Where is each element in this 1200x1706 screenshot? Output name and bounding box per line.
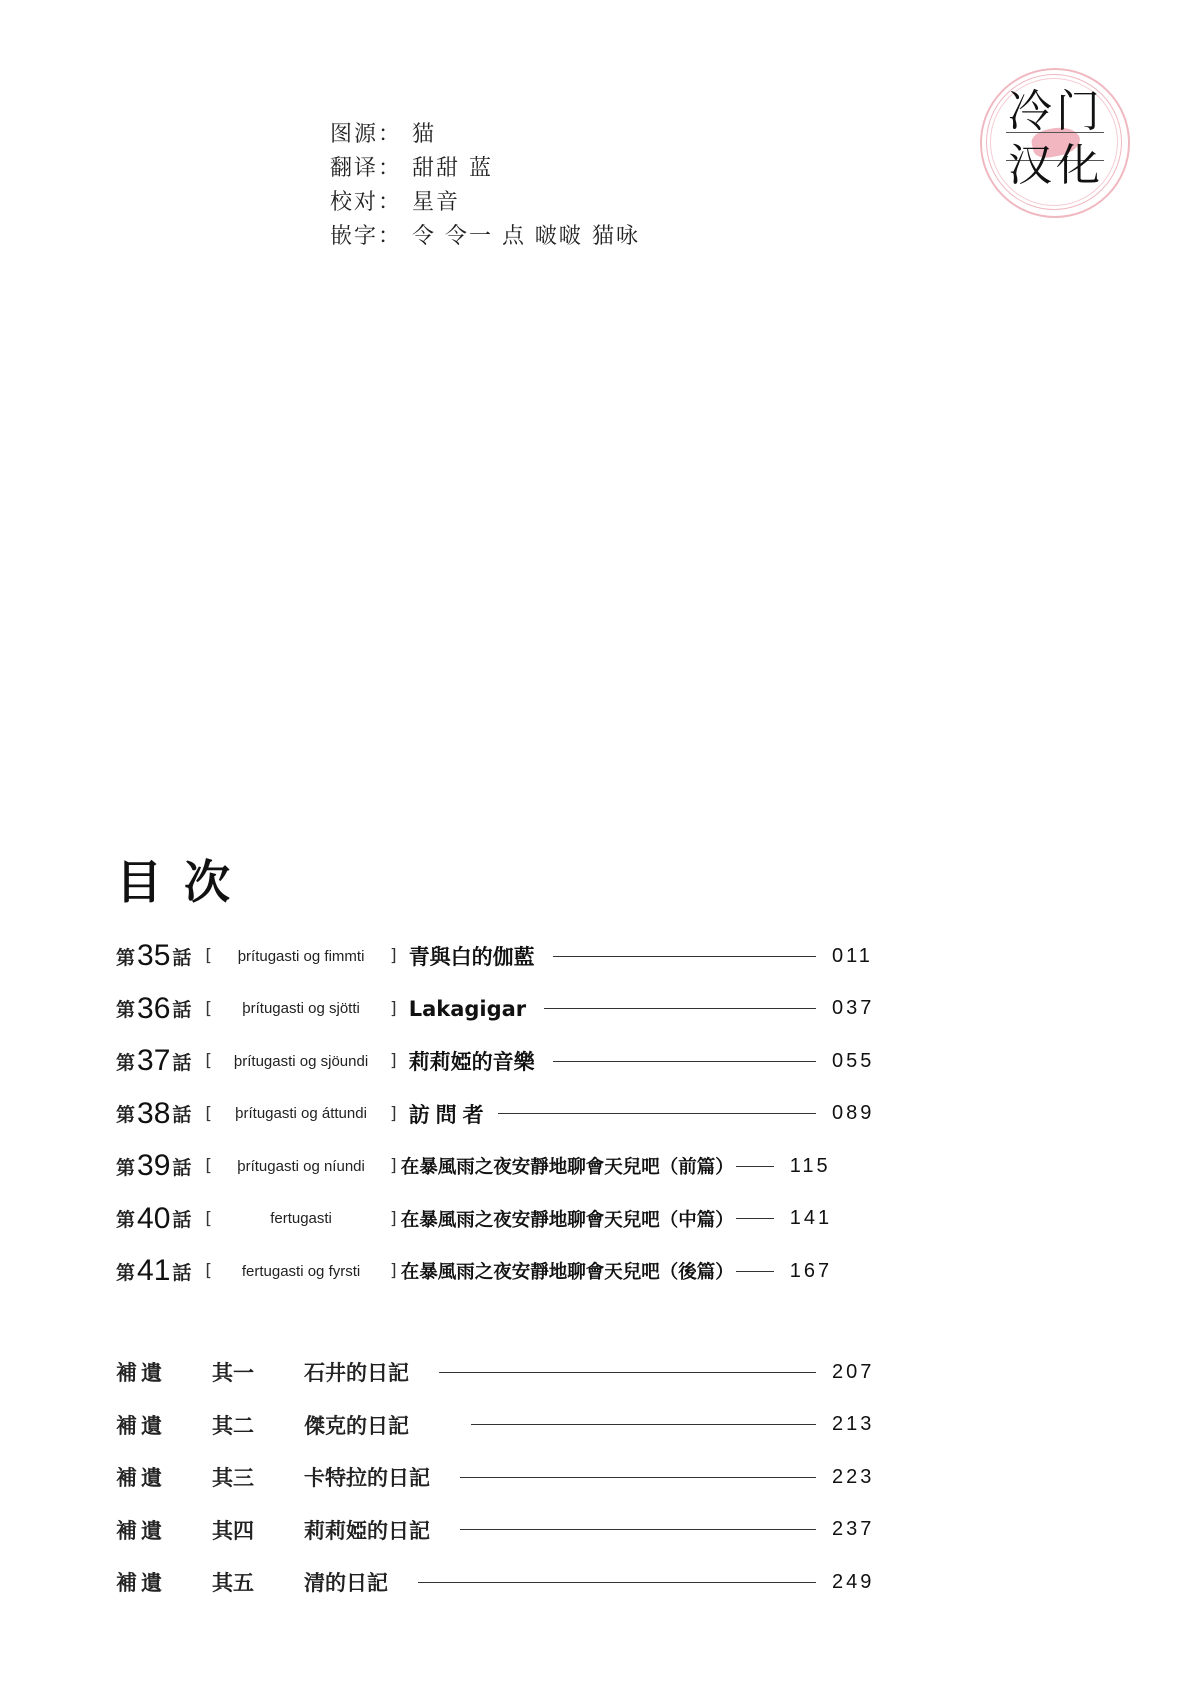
credit-row-typesetting — [330, 220, 640, 254]
chapter-prefix: 第 — [116, 1209, 136, 1232]
chapter-subtitle: þrítugasti og áttundi — [235, 1105, 367, 1123]
bracket-open: [ — [205, 1261, 213, 1282]
chapter-suffix: 話 — [172, 1156, 192, 1179]
chapter-entry[interactable] — [116, 1088, 876, 1141]
chapter-prefix: 第 — [116, 999, 136, 1022]
chapter-title: 在暴風雨之夜安靜地聊會天兒吧（中篇） — [400, 1209, 734, 1231]
chapter-subtitle: þrítugasti og sjöundi — [233, 1052, 369, 1070]
bracket-close: ] — [390, 1208, 397, 1229]
page-number: 207 — [832, 1360, 875, 1383]
page-number: 167 — [789, 1259, 833, 1282]
extra-entry[interactable] — [116, 1556, 876, 1609]
chapter-subtitle: þrítugasti og fimmti — [237, 947, 365, 965]
bracket-close: ] — [390, 946, 397, 967]
extra-label: 補遺 — [116, 1518, 166, 1543]
credit-row-translation — [330, 152, 640, 186]
extra-title: 石井的日記 — [304, 1361, 409, 1386]
chapter-suffix: 話 — [172, 1051, 192, 1074]
bracket-open: [ — [205, 1051, 213, 1072]
bracket-close: ] — [390, 1103, 397, 1124]
chapter-title: 在暴風雨之夜安靜地聊會天兒吧（前篇） — [400, 1157, 734, 1179]
extra-number: 其一 — [212, 1361, 254, 1386]
dot-leader — [544, 1008, 816, 1009]
chapter-number: 39 — [137, 1149, 171, 1183]
extras-list — [116, 1346, 876, 1609]
chapter-suffix: 話 — [172, 1209, 192, 1232]
bracket-open: [ — [205, 1103, 213, 1124]
page-number: 223 — [832, 1465, 875, 1488]
extra-number: 其三 — [212, 1466, 254, 1491]
chapter-number: 40 — [137, 1201, 171, 1235]
credits-block — [330, 118, 640, 254]
credit-value: 令 令一 点 啵啵 猫咏 — [412, 224, 640, 249]
dot-leader — [439, 1372, 816, 1373]
chapter-prefix: 第 — [116, 1261, 136, 1284]
page-number: 055 — [832, 1049, 875, 1072]
chapter-subtitle: fertugasti og fyrsti — [241, 1262, 361, 1280]
extra-title: 傑克的日記 — [304, 1413, 409, 1438]
dot-leader — [553, 956, 816, 957]
page-number: 089 — [832, 1102, 875, 1125]
bracket-open: [ — [205, 946, 213, 967]
chapter-number: 38 — [137, 1096, 171, 1130]
extra-number: 其二 — [212, 1413, 254, 1438]
credit-label: 图源： — [330, 122, 403, 147]
extra-entry[interactable] — [116, 1399, 876, 1452]
credit-label: 校对： — [330, 190, 403, 215]
extra-entry[interactable] — [116, 1346, 876, 1399]
extra-number: 其四 — [212, 1518, 254, 1543]
extra-number: 其五 — [212, 1571, 254, 1596]
page-number: 213 — [832, 1413, 875, 1436]
extra-title: 莉莉婭的日記 — [304, 1518, 430, 1543]
chapter-title: 訪問者 — [408, 1102, 490, 1127]
extra-title: 卡特拉的日記 — [304, 1466, 430, 1491]
credit-value: 猫 — [412, 122, 437, 147]
chapter-prefix: 第 — [116, 946, 136, 969]
chapter-entry[interactable] — [116, 1140, 876, 1193]
chapter-subtitle: þrítugasti og sjötti — [242, 1000, 360, 1018]
credit-row-proofreading — [330, 186, 640, 220]
bracket-close: ] — [390, 1156, 397, 1177]
chapter-suffix: 話 — [172, 1261, 192, 1284]
chapter-entry[interactable] — [116, 930, 876, 983]
bracket-close: ] — [390, 1261, 397, 1282]
bracket-close: ] — [390, 1051, 397, 1072]
chapter-entry[interactable] — [116, 1245, 876, 1298]
dot-leader — [553, 1061, 816, 1062]
logo-text-line1: 冷门 — [1008, 86, 1104, 137]
page-number: 037 — [832, 997, 875, 1020]
chapter-title: Lakagigar — [408, 996, 527, 1021]
dot-leader — [471, 1424, 816, 1425]
chapter-entry[interactable] — [116, 1193, 876, 1246]
bracket-close: ] — [390, 998, 397, 1019]
chapter-subtitle: þrítugasti og níundi — [237, 1157, 365, 1175]
extra-label: 補遺 — [116, 1413, 166, 1438]
bracket-open: [ — [205, 998, 213, 1019]
toc-title: 目次 — [116, 855, 252, 909]
chapter-suffix: 話 — [172, 999, 192, 1022]
extra-entry[interactable] — [116, 1504, 876, 1557]
chapter-number: 36 — [137, 991, 171, 1025]
chapter-prefix: 第 — [116, 1104, 136, 1127]
page-number: 237 — [832, 1518, 875, 1541]
dot-leader — [736, 1218, 774, 1219]
credit-value: 星音 — [412, 190, 461, 215]
page-number: 115 — [789, 1154, 831, 1177]
credit-row-source — [330, 118, 640, 152]
extra-title: 清的日記 — [304, 1571, 388, 1596]
chapter-title: 莉莉婭的音樂 — [408, 1050, 535, 1075]
chapter-suffix: 話 — [172, 946, 192, 969]
dot-leader — [736, 1166, 774, 1167]
dot-leader — [460, 1529, 816, 1530]
chapter-entry[interactable] — [116, 1035, 876, 1088]
chapter-list — [116, 930, 876, 1298]
dot-leader — [460, 1477, 816, 1478]
page-number: 249 — [832, 1570, 875, 1593]
chapter-number: 41 — [137, 1254, 171, 1288]
credit-label: 翻译： — [330, 156, 403, 181]
credit-value: 甜甜 蓝 — [412, 156, 494, 181]
chapter-entry[interactable] — [116, 983, 876, 1036]
chapter-subtitle: fertugasti — [270, 1210, 332, 1228]
chapter-title: 青與白的伽藍 — [408, 945, 535, 970]
logo-text-line2: 汉化 — [1008, 140, 1104, 191]
bracket-open: [ — [205, 1208, 213, 1229]
page-number: 011 — [832, 944, 873, 967]
chapter-prefix: 第 — [116, 1051, 136, 1074]
chapter-prefix: 第 — [116, 1156, 136, 1179]
dot-leader — [498, 1113, 816, 1114]
extra-label: 補遺 — [116, 1466, 166, 1491]
chapter-title: 在暴風雨之夜安靜地聊會天兒吧（後篇） — [400, 1262, 734, 1284]
chapter-number: 37 — [137, 1044, 171, 1078]
chapter-number: 35 — [137, 939, 171, 973]
extra-label: 補遺 — [116, 1361, 166, 1386]
bracket-open: [ — [205, 1156, 213, 1177]
dot-leader — [418, 1582, 816, 1583]
group-logo-stamp — [980, 68, 1130, 218]
credit-label: 嵌字： — [330, 224, 403, 249]
dot-leader — [736, 1271, 774, 1272]
page-number: 141 — [789, 1207, 833, 1230]
chapter-suffix: 話 — [172, 1104, 192, 1127]
extra-label: 補遺 — [116, 1571, 166, 1596]
extra-entry[interactable] — [116, 1451, 876, 1504]
